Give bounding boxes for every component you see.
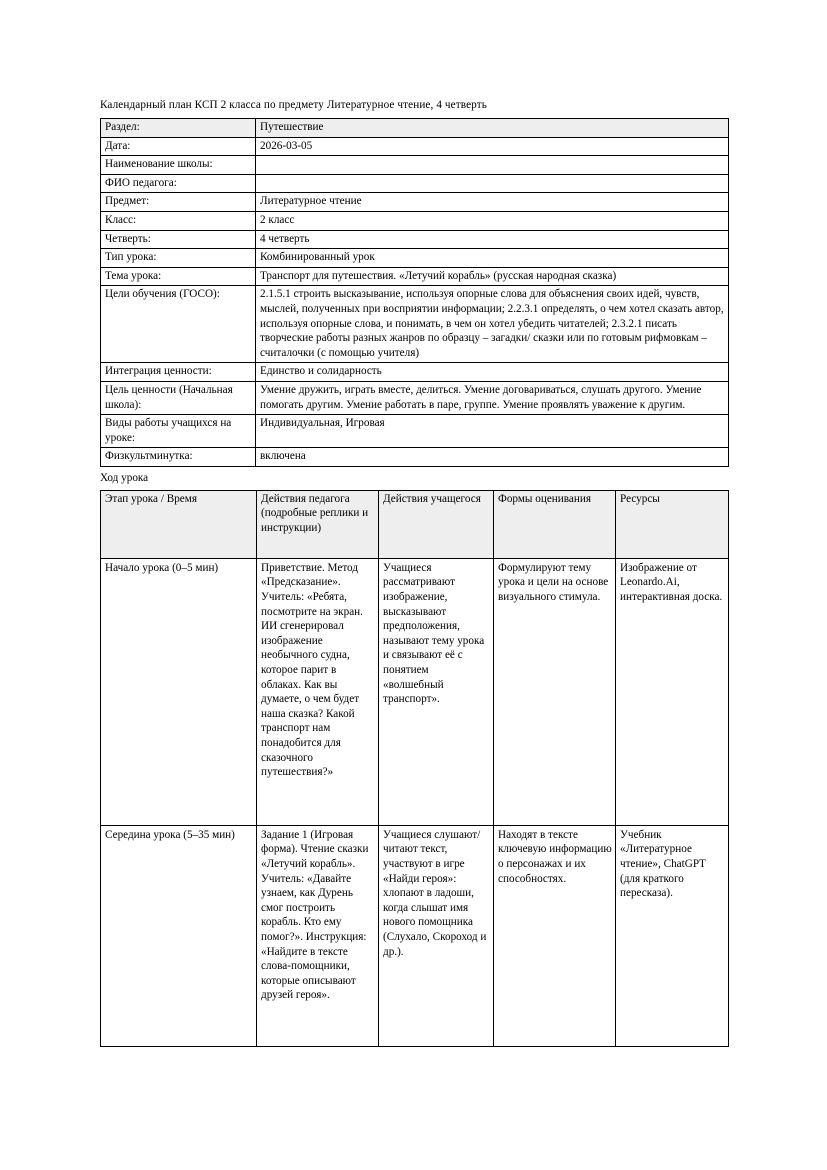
info-row-label: Класс:	[101, 211, 256, 230]
table-row	[101, 286, 729, 363]
student-actions-cell: Учащиеся рассматривают изображение, высказывают предположения, называют тему урока и связывают её с понятием «волшебный транспорт».	[379, 558, 494, 825]
table-row	[101, 363, 729, 382]
page-title: Календарный план КСП 2 класса по предмету Литературное чтение, 4 четверть	[100, 99, 487, 111]
info-row-label: Предмет:	[101, 193, 256, 212]
column-header: Действия педагога (подробные реплики и инструкции)	[257, 490, 379, 558]
info-row-label: Дата:	[101, 137, 256, 156]
info-row-label: Четверть:	[101, 230, 256, 249]
resources-cell: Учебник «Литературное чтение», ChatGPT (для краткого пересказа).	[616, 825, 729, 1046]
teacher-actions-cell: Задание 1 (Игровая форма). Чтение сказки «Летучий корабль». Учитель: «Давайте узнаем, как Дурень смог построить корабль. Кто ему помог?». Инструкция: «Найдите в тексте слова-помощники, которые описывают друзей героя».	[257, 825, 379, 1046]
info-row-label: Виды работы учащихся на уроке:	[101, 415, 256, 448]
stage-cell: Середина урока (5–35 мин)	[101, 825, 257, 1046]
info-row-value: Транспорт для путешествия. «Летучий корабль» (русская народная сказка)	[256, 267, 729, 286]
table-row	[101, 174, 729, 193]
info-row-value: 2.1.5.1 строить высказывание, используя опорные слова для объяснения своих идей, чувств, мыслей, полученных при восприятии информации; 2.2.3.1 определять, о чем хотел сказать автор, используя опорные слова, и понимать, в чем он хотел убедить читателей; 2.3.2.1 писать творческие работы разных жанров по образцу – загадки/ сказки или по готовым рифмовкам – считалочки (с помощью учителя)	[256, 286, 729, 363]
info-row-label: Наименование школы:	[101, 156, 256, 175]
table-row	[101, 119, 729, 138]
table-row	[101, 415, 729, 448]
info-row-label: Физкультминутка:	[101, 448, 256, 467]
column-header: Действия учащегося	[379, 490, 494, 558]
lesson-flow-label: Ход урока	[100, 471, 149, 484]
teacher-actions-cell: Приветствие. Метод «Предсказание». Учитель: «Ребята, посмотрите на экран. ИИ сгенерировал изображение необычного судна, которое парит в облаках. Как вы думаете, о чем будет наша сказка? Какой транспорт нам понадобится для сказочного путешествия?»	[257, 558, 379, 825]
table-row	[101, 267, 729, 286]
lesson-flow-body	[101, 558, 729, 1046]
info-row-label: Цель ценности (Начальная школа):	[101, 381, 256, 414]
info-row-label: ФИО педагога:	[101, 174, 256, 193]
info-row-value: 2026-03-05	[256, 137, 729, 156]
assessment-cell: Находят в тексте ключевую информацию о персонажах и их способностях.	[494, 825, 616, 1046]
column-header: Ресурсы	[616, 490, 729, 558]
info-row-value: Литературное чтение	[256, 193, 729, 212]
resources-cell: Изображение от Leonardo.Ai, интерактивная доска.	[616, 558, 729, 825]
info-row-value: Индивидуальная, Игровая	[256, 415, 729, 448]
table-row	[101, 825, 729, 1046]
info-row-label: Тип урока:	[101, 249, 256, 268]
info-row-value: Комбинированный урок	[256, 249, 729, 268]
info-row-value: включена	[256, 448, 729, 467]
info-row-value: 2 класс	[256, 211, 729, 230]
info-row-value: Умение дружить, играть вместе, делиться. Умение договариваться, слушать другого. Умение помогать другим. Умение работать в паре, группе. Умение проявлять уважение к другим.	[256, 381, 729, 414]
table-row	[101, 381, 729, 414]
info-row-label: Тема урока:	[101, 267, 256, 286]
table-row	[101, 558, 729, 825]
student-actions-cell: Учащиеся слушают/читают текст, участвуют в игре «Найди героя»: хлопают в ладоши, когда слышат имя нового помощника (Слухало, Скороход и др.).	[379, 825, 494, 1046]
column-header: Этап урока / Время	[101, 490, 257, 558]
table-row	[101, 249, 729, 268]
column-header: Формы оценивания	[494, 490, 616, 558]
lesson-info-body	[101, 119, 729, 467]
lesson-info-table	[100, 118, 729, 467]
info-row-value	[256, 174, 729, 193]
info-row-label: Раздел:	[101, 119, 256, 138]
table-row	[101, 448, 729, 467]
table-row	[101, 137, 729, 156]
table-row	[101, 230, 729, 249]
stage-cell: Начало урока (0–5 мин)	[101, 558, 257, 825]
table-header-row	[101, 490, 729, 558]
lesson-flow-header	[101, 490, 729, 558]
info-row-value	[256, 156, 729, 175]
info-row-value: 4 четверть	[256, 230, 729, 249]
lesson-flow-table	[100, 490, 729, 1047]
table-row	[101, 156, 729, 175]
info-row-label: Интеграция ценности:	[101, 363, 256, 382]
info-row-value: Путешествие	[256, 119, 729, 138]
info-row-value: Единство и солидарность	[256, 363, 729, 382]
table-row	[101, 211, 729, 230]
info-row-label: Цели обучения (ГОСО):	[101, 286, 256, 363]
assessment-cell: Формулируют тему урока и цели на основе визуального стимула.	[494, 558, 616, 825]
table-row	[101, 193, 729, 212]
